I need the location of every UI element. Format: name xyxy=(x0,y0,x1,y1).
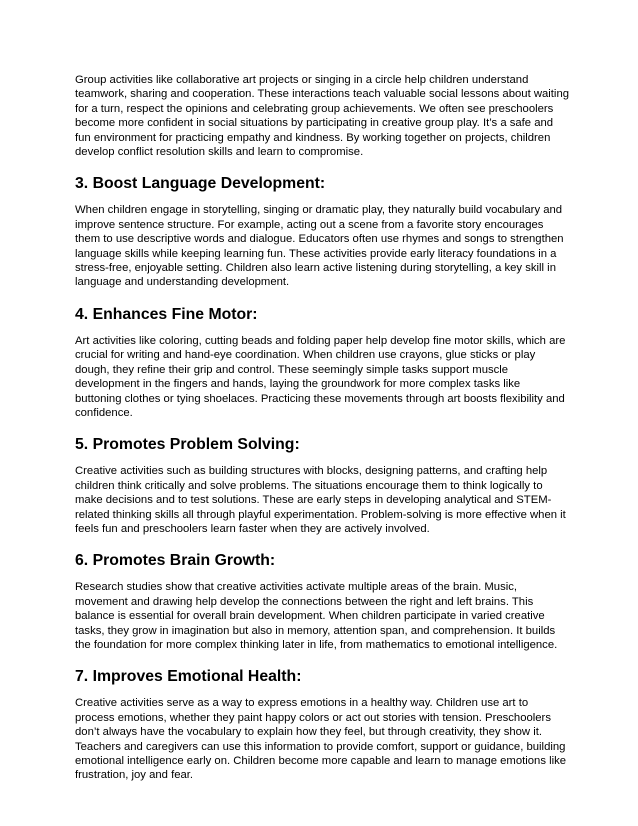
section-brain-growth xyxy=(75,551,569,652)
section-problem-solving xyxy=(75,435,569,536)
section-heading-problem-solving: 5. Promotes Problem Solving: xyxy=(75,436,300,454)
section-fine-motor xyxy=(75,305,569,420)
section-heading-brain-growth: 6. Promotes Brain Growth: xyxy=(75,552,276,570)
section-emotional-health xyxy=(75,667,569,782)
section-heading-fine-motor: 4. Enhances Fine Motor: xyxy=(75,305,258,323)
section-body-brain-growth: Research studies show that creative activities activate multiple areas of the brain. Music, movement and drawing help develop the connections between the right and left brains. This balance is essential for overall brain development. When children participate in varied creative tasks, they grow in imagination but also in memory, attention span, and comprehension. It builds the foundation for more complex thinking later in life, from mathematics to emotional intelligence. xyxy=(75,581,558,651)
section-language xyxy=(75,174,569,289)
section-heading-language: 3. Boost Language Development: xyxy=(75,175,326,193)
section-body-language: When children engage in storytelling, singing or dramatic play, they naturally build vocabulary and improve sentence structure. For example, acting out a scene from a favorite story encourages them to use descriptive words and dialogue. Educators often use rhymes and songs to strengthen language skills while keeping learning fun. These activities provide early literacy foundations in a stress-free, enjoyable setting. Children also learn active listening during storytelling, a key skill in language and understanding development. xyxy=(75,204,564,289)
section-body-fine-motor: Art activities like coloring, cutting beads and folding paper help develop fine motor skills, which are crucial for writing and hand-eye coordination. When children use crayons, glue sticks or play dough, they refine their grip and control. These seemingly simple tasks support muscle development in the fingers and hands, laying the groundwork for more complex tasks like buttoning clothes or tying shoelaces. Practicing these movements through art boosts flexibility and confidence. xyxy=(75,334,566,419)
intro-paragraph: Group activities like collaborative art projects or singing in a circle help children understand teamwork, sharing and cooperation. These interactions teach valuable social lessons about waiting for a turn, respect the opinions and celebrating group achievements. We often see preschoolers become more confident in social situations by participating in creative group play. It’s a safe and fun environment for practicing empathy and kindness. By working together on projects, children develop conflict resolution skills and learn to compromise. xyxy=(75,74,570,159)
document-page xyxy=(75,73,569,783)
section-body-emotional-health: Creative activities serve as a way to express emotions in a healthy way. Children use art to process emotions, whether they paint happy colors or act out stories with tension. Preschoolers don’t always have the vocabulary to explain how they feel, but through creativity, they show it. Teachers and caregivers can use this information to provide comfort, support or guidance, building emotional intelligence early on. Children become more capable and learn to manage emotions like frustration, joy and fear. xyxy=(75,697,567,782)
section-heading-emotional-health: 7. Improves Emotional Health: xyxy=(75,668,302,686)
section-body-problem-solving: Creative activities such as building structures with blocks, designing patterns, and crafting help children think critically and solve problems. The situations encourage them to think logically to make decisions and to test solutions. These are early steps in developing analytical and STEM-related thinking skills all through playful experimentation. Problem-solving is more effective when it feels fun and preschoolers learn faster when they are actively involved. xyxy=(75,465,566,535)
